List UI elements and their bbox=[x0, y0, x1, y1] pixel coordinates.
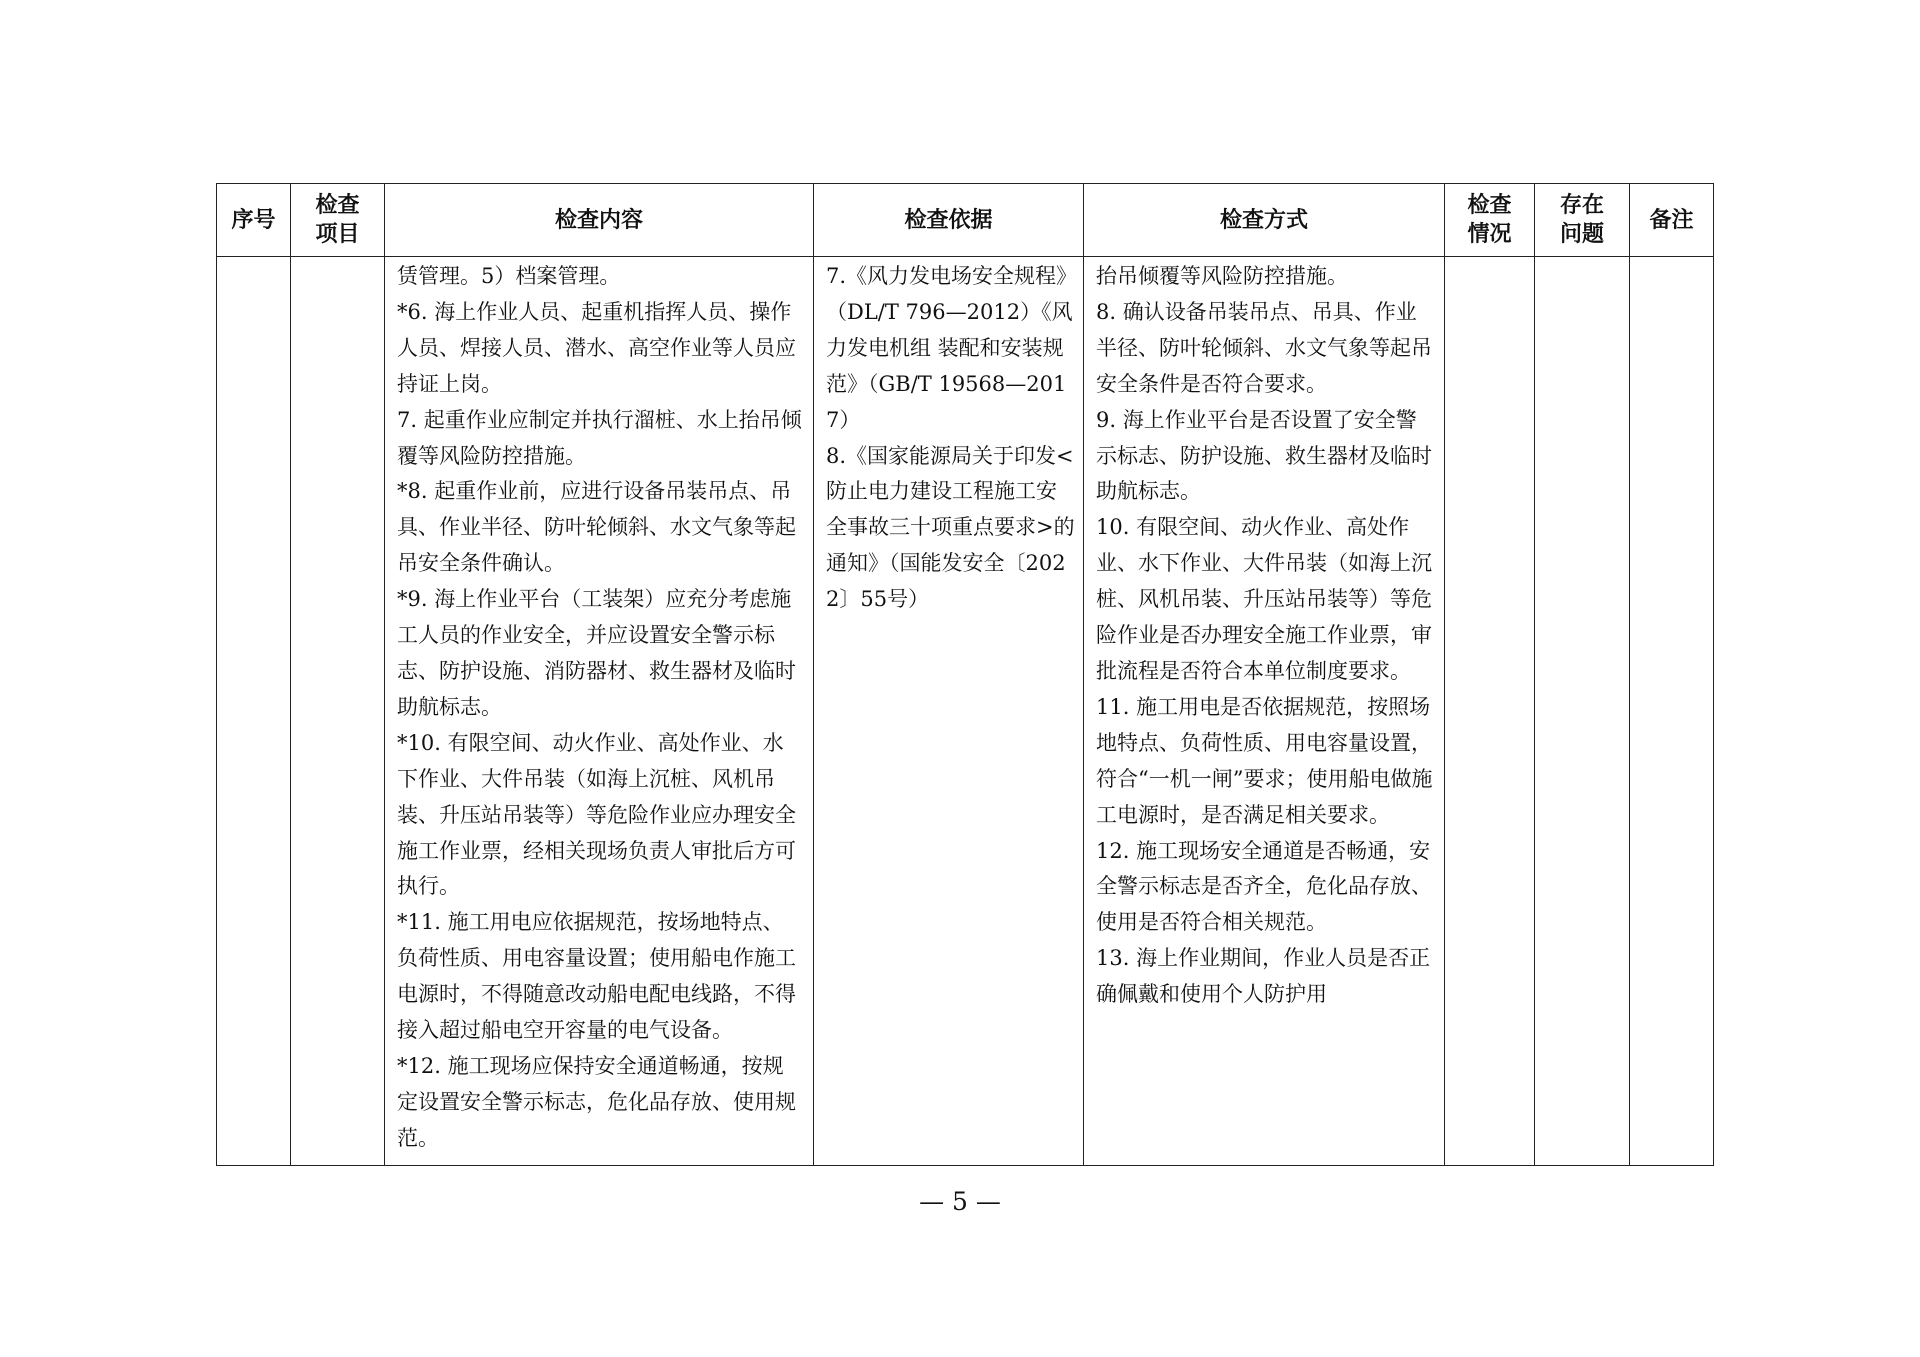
header-seq: 序号 bbox=[217, 184, 291, 257]
header-item: 检查 项目 bbox=[291, 184, 385, 257]
cell-problem bbox=[1535, 257, 1630, 1166]
header-remark: 备注 bbox=[1630, 184, 1714, 257]
header-content: 检查内容 bbox=[385, 184, 814, 257]
cell-basis bbox=[814, 257, 1084, 1166]
cell-item bbox=[291, 257, 385, 1166]
header-problem: 存在 问题 bbox=[1535, 184, 1630, 257]
header-method: 检查方式 bbox=[1084, 184, 1445, 257]
header-situation: 检查 情况 bbox=[1445, 184, 1535, 257]
table-row bbox=[217, 257, 1714, 1166]
page-number: — 5 — bbox=[919, 1187, 1001, 1216]
method-text: 抬吊倾覆等风险防控措施。 8. 确认设备吊装吊点、吊具、作业半径、防叶轮倾斜、水文气象等起吊安全条件是否符合要求。 9. 海上作业平台是否设置了安全警示标志、防护设施、救生器材及临时助航标志。 10. 有限空间、动火作业、高处作业、水下作业、大件吊装（如海上沉桩、风机吊装、升压站吊装等）等危险作业是否办理安全施工作业票，审批流程是否符合本单位制度要求。 11. 施工用电是否依据规范，按照场地特点、负荷性质、用电容量设置，符合“一机一闸”要求；使用船电做施工电源时，是否满足相关要求。 12. 施工现场安全通道是否畅通，安全警示标志是否齐全，危化品存放、使用是否符合相关规范。 13. 海上作业期间，作业人员是否正确佩戴和使用个人防护用 bbox=[1096, 264, 1433, 1007]
cell-content bbox=[385, 257, 814, 1166]
table-header-row bbox=[217, 184, 1714, 257]
inspection-table bbox=[216, 183, 1714, 1166]
cell-remark bbox=[1630, 257, 1714, 1166]
cell-seq bbox=[217, 257, 291, 1166]
cell-method bbox=[1084, 257, 1445, 1166]
basis-text: 7.《风力发电场安全规程》（DL/T 796—2012）《风力发电机组 装配和安装规范》（GB/T 19568—2017） 8.《国家能源局关于印发<防止电力建设工程施工安全事故三十项重点要求>的通知》（国能发安全〔2022〕55号） bbox=[826, 264, 1075, 612]
content-text: 赁管理。5）档案管理。 *6. 海上作业人员、起重机指挥人员、操作人员、焊接人员、潜水、高空作业等人员应持证上岗。 7. 起重作业应制定并执行溜桩、水上抬吊倾覆等风险防控措施。 *8. 起重作业前，应进行设备吊装吊点、吊具、作业半径、防叶轮倾斜、水文气象等起吊安全条件确认。 *9. 海上作业平台（工装架）应充分考虑施工人员的作业安全，并应设置安全警示标志、防护设施、消防器材、救生器材及临时助航标志。 *10. 有限空间、动火作业、高处作业、水下作业、大件吊装（如海上沉桩、风机吊装、升压站吊装等）等危险作业应办理安全施工作业票，经相关现场负责人审批后方可执行。 *11. 施工用电应依据规范，按场地特点、负荷性质、用电容量设置；使用船电作施工电源时，不得随意改动船电配电线路，不得接入超过船电空开容量的电气设备。 *12. 施工现场应保持安全通道畅通，按规定设置安全警示标志，危化品存放、使用规范。 bbox=[397, 264, 802, 1150]
header-basis: 检查依据 bbox=[814, 184, 1084, 257]
cell-situation bbox=[1445, 257, 1535, 1166]
